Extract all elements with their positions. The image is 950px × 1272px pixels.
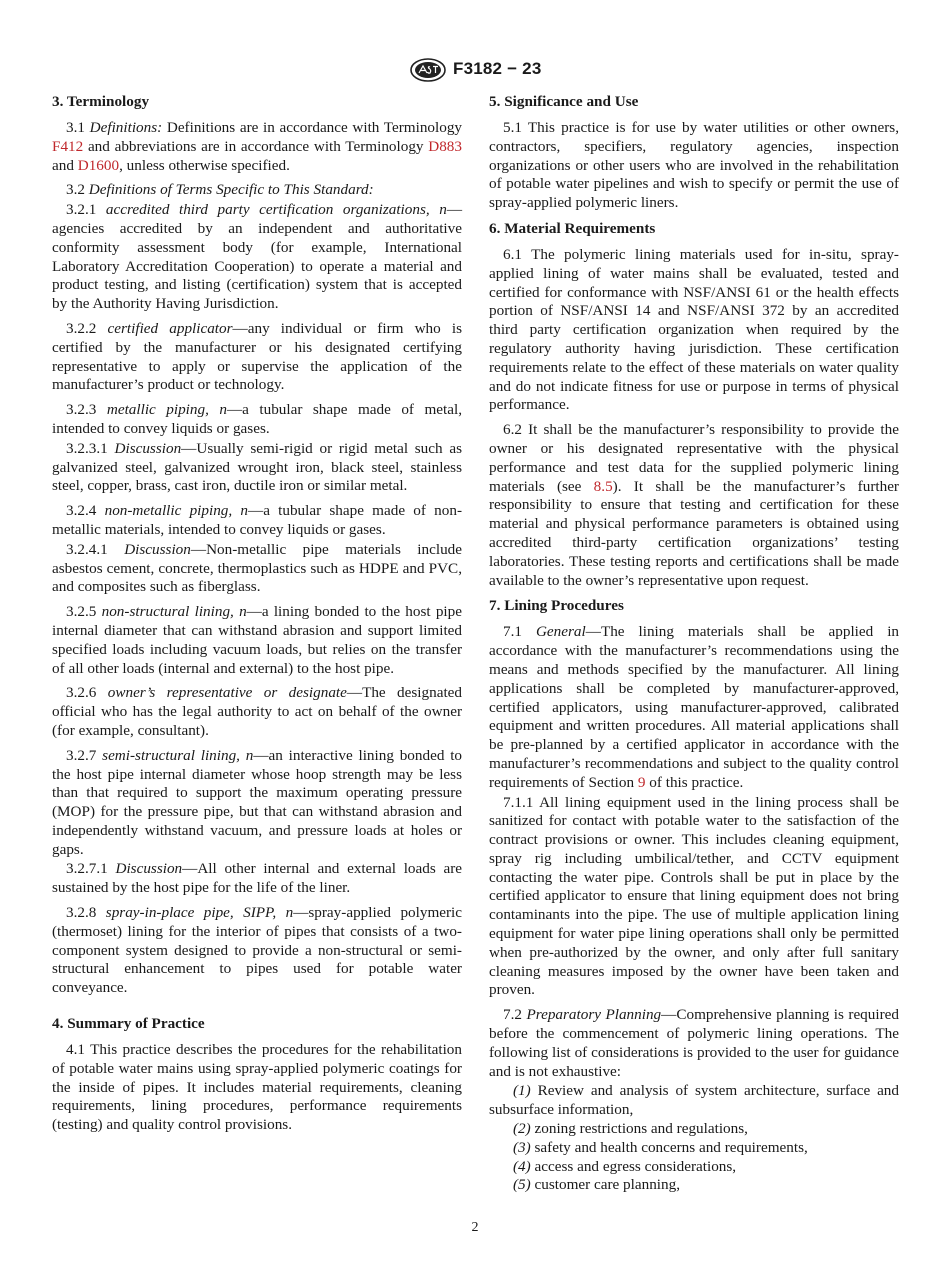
link-8-5[interactable]: 8.5 (593, 477, 613, 495)
para-6-2: 6.2 It shall be the manufacturer’s responsibility to provide the owner or his designated representative with the physical performance and test data for the supplied polymeric lining materials (see 8.5). It shall be the manufacturer’s further responsibility to ensure that testing and certification for these material and physical performance parameters is obtained using accredited third-party certification organizations’ testing laboratories. These testing reports and certifications shall be made available to the owner’s representative upon request. (489, 421, 899, 589)
document-id: F3182 − 23 (453, 59, 542, 78)
para-3-2-4: 3.2.4 non-metallic piping, n—a tubular shape made of non-metallic materials, intended to convey liquids or gases. (52, 502, 462, 538)
section-6-heading: 6. Material Requirements (489, 219, 656, 237)
para-3-2-8: 3.2.8 spray-in-place pipe, SIPP, n—spray-applied polymeric (thermoset) lining for the interior of pipes that consists of a two-component system designed to provide a non-structural or semi-structural enhancement to pipes used for potable water conveyance. (52, 904, 463, 997)
list-item: (2) zoning restrictions and regulations, (513, 1120, 748, 1138)
right-column (489, 92, 899, 1195)
para-3-2-5: 3.2.5 non-structural lining, n—a lining bonded to the host pipe internal diameter that can withstand abrasion and support limited specified loads including vacuum loads, but relies on the transfer of all other loads (internal and external) to the host pipe. (52, 603, 462, 677)
page-number: 2 (471, 1220, 479, 1235)
para-3-2-4-1: 3.2.4.1 Discussion—Non-metallic pipe materials include asbestos cement, concrete, thermoplastics such as HDPE and PVC, and composites such as fiberglass. (52, 540, 463, 596)
para-7-1: 7.1 General—The lining materials shall be applied in accordance with the manufacturer’s recommendations using the means and methods specified by the manufacturer. All lining applications shall be completed by manufacturer-approved, certified applicators, using manufacturer-approved, calibrated equipment and written procedures. All material applications shall be pre-planned by a certified applicator in accordance with the manufacturer’s recommendations and subject to the quality control requirements of Section 9 of this practice. (489, 623, 900, 791)
para-3-2-3: 3.2.3 metallic piping, n—a tubular shape made of metal, intended to convey liquids or gases. (52, 401, 462, 437)
astm-logo-icon (410, 58, 446, 82)
list-item: (3) safety and health concerns and requirements, (513, 1138, 808, 1156)
section-4-heading: 4. Summary of Practice (52, 1015, 205, 1033)
list-item: (1) Review and analysis of system architecture, surface and subsurface information, (489, 1082, 899, 1119)
para-3-2-1: 3.2.1 accredited third party certification organizations, n—agencies accredited by an independent and authoritative conformity assessment body (for example, International Laboratory Accreditation Cooperation) to operate a material and product testing, and listing (certification) system that is accepted by the Authority Having Jurisdiction. (52, 201, 462, 313)
list-item: (5) customer care planning, (513, 1176, 681, 1194)
link-d883[interactable]: D883 (428, 137, 462, 155)
para-5-1: 5.1 This practice is for use by water utilities or other owners, contractors, specifiers, regulatory agencies, inspection organizations or other users who are involved in the rehabilitation of potable water pipelines and wish to specify or permit the use of spray-applied polymeric liners. (489, 119, 899, 212)
left-column (52, 92, 462, 1141)
para-7-1-1: 7.1.1 All lining equipment used in the lining process shall be sanitized for contact with potable water to the satisfaction of the contract provisions or owner. This includes cleaning equipment, spray rig including umbilical/tether, and CCTV equipment contacting the water pipe. Controls shall be put in place by the certified applicator to ensure that lining equipment does not bring contaminants into the pipe. The use of multiple application lining equipment for water pipe lining operations shall only be permitted when pre-authorized by the owner, and only after full sanitary cleaning measures imposed by the owner have been taken and proven. (489, 793, 899, 999)
para-3-2-7: 3.2.7 semi-structural lining, n—an interactive lining bonded to the host pipe internal diameter whose hoop strength may be less than that required to support the maximum operating pressure (MOP) for the pressure pipe, but that can withstand abrasion and independently withstand vacuum, and pressure loads at holes or gaps. (52, 746, 463, 858)
link-f412[interactable]: F412 (52, 137, 84, 155)
link-d1600[interactable]: D1600 (77, 156, 120, 174)
list-item: (4) access and egress considerations, (513, 1157, 737, 1175)
section-5-heading: 5. Significance and Use (489, 93, 639, 110)
para-7-2: 7.2 Preparatory Planning—Comprehensive planning is required before the commencement of polymeric lining operations. The following list of considerations is provided to the user for guidance and is not exhaustive: (489, 1006, 899, 1080)
section-7-heading: 7. Lining Procedures (489, 597, 624, 615)
link-section-9[interactable]: 9 (637, 773, 646, 791)
para-3-2-3-1: 3.2.3.1 Discussion—Usually semi-rigid or rigid metal such as galvanized steel, galvanized wrought iron, black steel, stainless steel, copper, brass, cast iron, ductile iron or similar metal. (52, 439, 462, 495)
para-3-2-6: 3.2.6 owner’s representative or designate—The designated official who has the legal authority to act on behalf of the owner (for example, consultant). (52, 684, 462, 739)
para-6-1: 6.1 The polymeric lining materials used for in-situ, spray-applied lining of water mains shall be evaluated, tested and certified for conformance with NSF/ANSI 61 or the health effects portion of NSF/ANSI 14 and NSF/ANSI 372 by an accredited third party certification organization when required by the regulatory authority having jurisdiction. These certification requirements relate to the effect of these materials on water quality and do not indicate fitness for use or purpose in terms of physical performance. (489, 245, 899, 414)
para-3-2: 3.2 Definitions of Terms Specific to This Standard: (66, 181, 374, 199)
section-3-heading: 3. Terminology (52, 93, 150, 110)
page-header (0, 58, 950, 84)
para-3-2-2: 3.2.2 certified applicator—any individual or firm who is certified by the manufacturer or his designated certifying representative to apply or supervise the application of the manufacturer’s product or technology. (52, 319, 463, 394)
para-4-1: 4.1 This practice describes the procedures for the rehabilitation of potable water mains using spray-applied polymeric coatings for the inside of pipes. It includes material requirements, cleaning requirements, lining procedures, performance requirements (testing) and quality control provisions. (52, 1041, 462, 1134)
para-3-1: 3.1 Definitions: Definitions are in accordance with Terminology F412 and abbreviations are in accordance with Terminology D883 and D1600, unless otherwise specified. (52, 119, 463, 174)
para-3-2-7-1: 3.2.7.1 Discussion—All other internal and external loads are sustained by the host pipe for the life of the liner. (52, 860, 463, 897)
